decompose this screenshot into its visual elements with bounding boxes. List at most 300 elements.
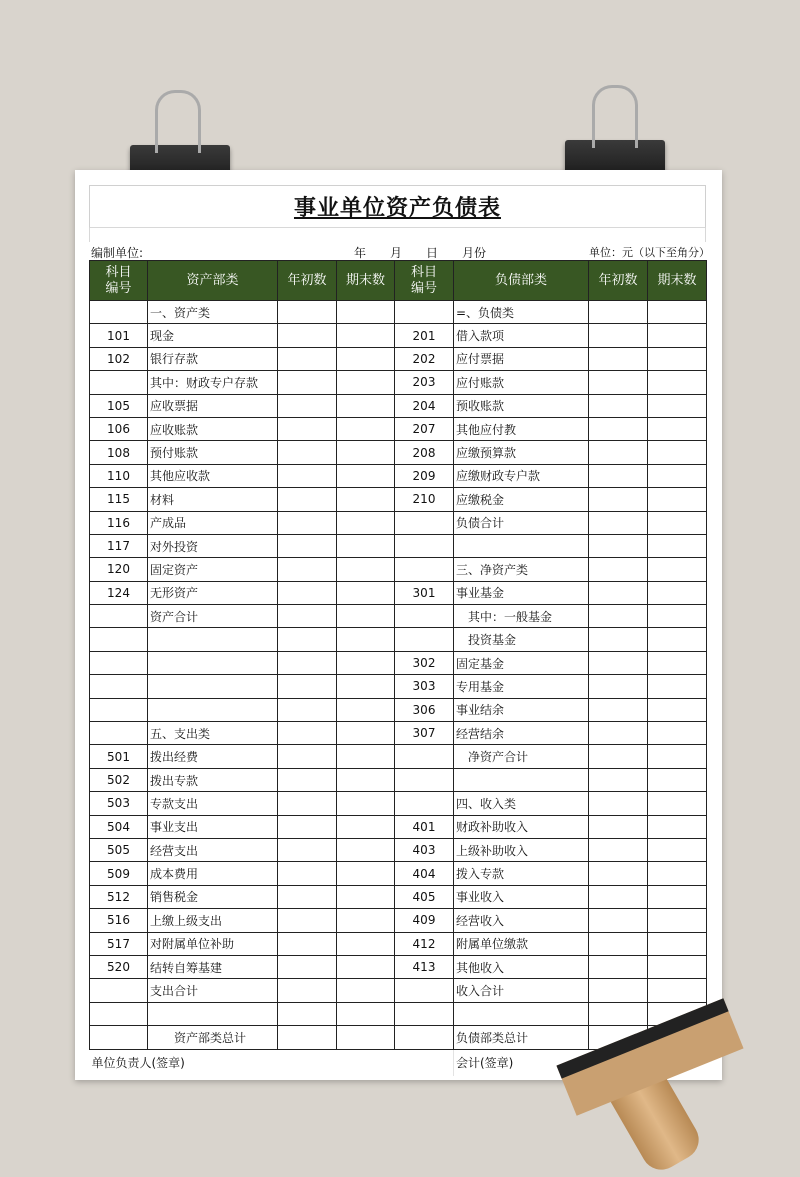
asset-code-cell[interactable] bbox=[90, 722, 148, 745]
liability-item-cell[interactable]: 经营结余 bbox=[454, 722, 589, 745]
liability-end-cell[interactable] bbox=[648, 558, 707, 581]
asset-item-cell[interactable]: 资产部类总计 bbox=[148, 1026, 278, 1049]
asset-item-cell[interactable]: 其他应收款 bbox=[148, 464, 278, 487]
asset-end-cell[interactable] bbox=[337, 885, 395, 908]
clip-wire-right bbox=[592, 85, 638, 148]
asset-item-cell[interactable]: 其中：财政专户存款 bbox=[148, 371, 278, 394]
asset-item-cell[interactable]: 材料 bbox=[148, 488, 278, 511]
asset-end-cell[interactable] bbox=[337, 464, 395, 487]
liability-begin-cell[interactable] bbox=[589, 909, 648, 932]
liability-end-cell[interactable] bbox=[648, 441, 707, 464]
liability-begin-cell[interactable] bbox=[589, 628, 648, 651]
currency-label: 单位：元（以下至角分） bbox=[589, 246, 710, 259]
asset-end-cell[interactable] bbox=[337, 979, 395, 1002]
table-row bbox=[90, 534, 707, 557]
title-row bbox=[89, 185, 706, 228]
asset-code-cell[interactable]: 117 bbox=[90, 534, 148, 557]
asset-end-cell[interactable] bbox=[337, 675, 395, 698]
asset-end-cell[interactable] bbox=[337, 581, 395, 604]
table-row bbox=[90, 511, 707, 534]
asset-item-cell[interactable]: 事业支出 bbox=[148, 815, 278, 838]
liability-end-cell[interactable] bbox=[648, 605, 707, 628]
liability-end-cell[interactable] bbox=[648, 955, 707, 978]
liability-end-cell[interactable] bbox=[648, 651, 707, 674]
asset-code-cell[interactable] bbox=[90, 371, 148, 394]
asset-code-cell[interactable]: 505 bbox=[90, 838, 148, 861]
asset-item-cell[interactable]: 无形资产 bbox=[148, 581, 278, 604]
liability-code-cell[interactable] bbox=[395, 1026, 454, 1049]
table-row bbox=[90, 768, 707, 791]
liability-end-cell[interactable] bbox=[648, 932, 707, 955]
asset-begin-cell[interactable] bbox=[278, 1026, 337, 1049]
liability-begin-cell[interactable] bbox=[589, 581, 648, 604]
liability-begin-cell[interactable] bbox=[589, 862, 648, 885]
asset-end-cell[interactable] bbox=[337, 628, 395, 651]
asset-end-cell[interactable] bbox=[337, 955, 395, 978]
liability-begin-cell[interactable] bbox=[589, 675, 648, 698]
table-row bbox=[90, 838, 707, 861]
asset-begin-cell[interactable] bbox=[278, 605, 337, 628]
asset-item-cell[interactable]: 成本费用 bbox=[148, 862, 278, 885]
liability-code-cell[interactable] bbox=[395, 301, 454, 324]
liability-begin-cell[interactable] bbox=[589, 745, 648, 768]
asset-code-cell[interactable] bbox=[90, 628, 148, 651]
liability-item-cell[interactable]: 净资产合计 bbox=[454, 745, 589, 768]
asset-end-cell[interactable] bbox=[337, 394, 395, 417]
asset-code-cell[interactable]: 520 bbox=[90, 955, 148, 978]
liability-item-cell[interactable]: 投资基金 bbox=[454, 628, 589, 651]
liability-end-cell[interactable] bbox=[648, 979, 707, 1002]
liability-code-cell[interactable] bbox=[395, 534, 454, 557]
asset-begin-cell[interactable] bbox=[278, 955, 337, 978]
liability-end-cell[interactable] bbox=[648, 347, 707, 370]
liability-end-cell[interactable] bbox=[648, 815, 707, 838]
asset-item-cell[interactable]: 拨出经费 bbox=[148, 745, 278, 768]
asset-begin-cell[interactable] bbox=[278, 511, 337, 534]
asset-code-cell[interactable] bbox=[90, 698, 148, 721]
liability-code-cell[interactable]: 403 bbox=[395, 838, 454, 861]
asset-begin-cell[interactable] bbox=[278, 862, 337, 885]
table-row bbox=[90, 1002, 707, 1025]
asset-code-cell[interactable]: 105 bbox=[90, 394, 148, 417]
liability-item-cell[interactable]: 固定基金 bbox=[454, 651, 589, 674]
column-header: 负债部类 bbox=[454, 261, 589, 301]
liability-code-cell[interactable]: 307 bbox=[395, 722, 454, 745]
table-row bbox=[90, 488, 707, 511]
table-row bbox=[90, 698, 707, 721]
liability-end-cell[interactable] bbox=[648, 909, 707, 932]
liability-begin-cell[interactable] bbox=[589, 768, 648, 791]
liability-code-cell[interactable]: 401 bbox=[395, 815, 454, 838]
liability-end-cell[interactable] bbox=[648, 768, 707, 791]
asset-item-cell[interactable]: 销售税金 bbox=[148, 885, 278, 908]
table-row bbox=[90, 394, 707, 417]
asset-begin-cell[interactable] bbox=[278, 488, 337, 511]
asset-end-cell[interactable] bbox=[337, 722, 395, 745]
liability-begin-cell[interactable] bbox=[589, 534, 648, 557]
liability-end-cell[interactable] bbox=[648, 792, 707, 815]
liability-end-cell[interactable] bbox=[648, 371, 707, 394]
liability-code-cell[interactable] bbox=[395, 792, 454, 815]
asset-code-cell[interactable] bbox=[90, 1026, 148, 1049]
asset-code-cell[interactable] bbox=[90, 979, 148, 1002]
asset-begin-cell[interactable] bbox=[278, 301, 337, 324]
asset-code-cell[interactable]: 116 bbox=[90, 511, 148, 534]
liability-begin-cell[interactable] bbox=[589, 605, 648, 628]
asset-code-cell[interactable]: 512 bbox=[90, 885, 148, 908]
liability-end-cell[interactable] bbox=[648, 417, 707, 440]
asset-end-cell[interactable] bbox=[337, 792, 395, 815]
table-row bbox=[90, 417, 707, 440]
asset-item-cell[interactable]: 五、支出类 bbox=[148, 722, 278, 745]
table-row bbox=[90, 932, 707, 955]
unit-label: 编制单位: bbox=[91, 246, 144, 260]
asset-item-cell[interactable]: 应收票据 bbox=[148, 394, 278, 417]
liability-item-cell[interactable]: 经营收入 bbox=[454, 909, 589, 932]
liability-item-cell[interactable]: 事业收入 bbox=[454, 885, 589, 908]
asset-begin-cell[interactable] bbox=[278, 417, 337, 440]
asset-end-cell[interactable] bbox=[337, 534, 395, 557]
asset-begin-cell[interactable] bbox=[278, 371, 337, 394]
asset-code-cell[interactable]: 504 bbox=[90, 815, 148, 838]
liability-item-cell[interactable]: 借入款项 bbox=[454, 324, 589, 347]
asset-code-cell[interactable] bbox=[90, 675, 148, 698]
liability-code-cell[interactable]: 405 bbox=[395, 885, 454, 908]
asset-code-cell[interactable]: 102 bbox=[90, 347, 148, 370]
liability-code-cell[interactable] bbox=[395, 628, 454, 651]
liability-end-cell[interactable] bbox=[648, 675, 707, 698]
asset-end-cell[interactable] bbox=[337, 324, 395, 347]
asset-begin-cell[interactable] bbox=[278, 979, 337, 1002]
liability-code-cell[interactable]: 208 bbox=[395, 441, 454, 464]
asset-code-cell[interactable]: 120 bbox=[90, 558, 148, 581]
liability-item-cell[interactable]: 附属单位缴款 bbox=[454, 932, 589, 955]
liability-end-cell[interactable] bbox=[648, 628, 707, 651]
table-row bbox=[90, 301, 707, 324]
liability-code-cell[interactable] bbox=[395, 979, 454, 1002]
asset-item-cell[interactable]: 支出合计 bbox=[148, 979, 278, 1002]
table-row bbox=[90, 815, 707, 838]
table-row bbox=[90, 885, 707, 908]
asset-item-cell[interactable]: 专款支出 bbox=[148, 792, 278, 815]
asset-end-cell[interactable] bbox=[337, 301, 395, 324]
table-row bbox=[90, 441, 707, 464]
table-row bbox=[90, 745, 707, 768]
asset-item-cell[interactable] bbox=[148, 628, 278, 651]
liability-item-cell[interactable]: 其他收入 bbox=[454, 955, 589, 978]
liability-item-cell[interactable]: 事业基金 bbox=[454, 581, 589, 604]
asset-begin-cell[interactable] bbox=[278, 394, 337, 417]
asset-item-cell[interactable]: 预付账款 bbox=[148, 441, 278, 464]
asset-begin-cell[interactable] bbox=[278, 815, 337, 838]
asset-end-cell[interactable] bbox=[337, 909, 395, 932]
page-title: 事业单位资产负债表 bbox=[293, 196, 501, 221]
asset-begin-cell[interactable] bbox=[278, 698, 337, 721]
liability-begin-cell[interactable] bbox=[589, 651, 648, 674]
liability-item-cell[interactable]: =、负债类 bbox=[454, 301, 589, 324]
liability-code-cell[interactable]: 413 bbox=[395, 955, 454, 978]
liability-end-cell[interactable] bbox=[648, 394, 707, 417]
liability-begin-cell[interactable] bbox=[589, 558, 648, 581]
asset-code-cell[interactable]: 502 bbox=[90, 768, 148, 791]
asset-code-cell[interactable]: 509 bbox=[90, 862, 148, 885]
liability-end-cell[interactable] bbox=[648, 324, 707, 347]
asset-begin-cell[interactable] bbox=[278, 768, 337, 791]
asset-begin-cell[interactable] bbox=[278, 628, 337, 651]
liability-item-cell[interactable]: 其他应付教 bbox=[454, 417, 589, 440]
liability-item-cell[interactable]: 财政补助收入 bbox=[454, 815, 589, 838]
table-row bbox=[90, 464, 707, 487]
asset-end-cell[interactable] bbox=[337, 838, 395, 861]
liability-begin-cell[interactable] bbox=[589, 955, 648, 978]
liability-begin-cell[interactable] bbox=[589, 885, 648, 908]
table-row bbox=[90, 862, 707, 885]
clip-wire-left bbox=[155, 90, 201, 153]
liability-code-cell[interactable] bbox=[395, 511, 454, 534]
accountant-signature: 会计(签章) bbox=[454, 1049, 707, 1076]
liability-item-cell[interactable]: 应缴财政专户款 bbox=[454, 464, 589, 487]
liability-begin-cell[interactable] bbox=[589, 722, 648, 745]
liability-begin-cell[interactable] bbox=[589, 441, 648, 464]
liability-end-cell[interactable] bbox=[648, 488, 707, 511]
asset-begin-cell[interactable] bbox=[278, 464, 337, 487]
asset-begin-cell[interactable] bbox=[278, 441, 337, 464]
asset-item-cell[interactable]: 上缴上级支出 bbox=[148, 909, 278, 932]
liability-end-cell[interactable] bbox=[648, 301, 707, 324]
asset-begin-cell[interactable] bbox=[278, 558, 337, 581]
liability-end-cell[interactable] bbox=[648, 464, 707, 487]
liability-code-cell[interactable]: 209 bbox=[395, 464, 454, 487]
asset-end-cell[interactable] bbox=[337, 651, 395, 674]
asset-item-cell[interactable]: 结转自筹基建 bbox=[148, 955, 278, 978]
liability-item-cell[interactable]: 拨入专款 bbox=[454, 862, 589, 885]
liability-code-cell[interactable] bbox=[395, 745, 454, 768]
liability-code-cell[interactable]: 210 bbox=[395, 488, 454, 511]
liability-end-cell[interactable] bbox=[648, 745, 707, 768]
liability-begin-cell[interactable] bbox=[589, 979, 648, 1002]
liability-item-cell[interactable]: 四、收入类 bbox=[454, 792, 589, 815]
liability-begin-cell[interactable] bbox=[589, 347, 648, 370]
table-row bbox=[90, 347, 707, 370]
table-row bbox=[90, 722, 707, 745]
liability-begin-cell[interactable] bbox=[589, 698, 648, 721]
liability-begin-cell[interactable] bbox=[589, 464, 648, 487]
liability-begin-cell[interactable] bbox=[589, 417, 648, 440]
column-header: 期末数 bbox=[648, 261, 707, 301]
table-row bbox=[90, 651, 707, 674]
liability-item-cell[interactable]: 其中：一般基金 bbox=[454, 605, 589, 628]
liability-item-cell[interactable] bbox=[454, 534, 589, 557]
asset-code-cell[interactable]: 106 bbox=[90, 417, 148, 440]
asset-item-cell[interactable]: 对外投资 bbox=[148, 534, 278, 557]
asset-code-cell[interactable]: 516 bbox=[90, 909, 148, 932]
asset-begin-cell[interactable] bbox=[278, 675, 337, 698]
asset-code-cell[interactable]: 108 bbox=[90, 441, 148, 464]
table-row bbox=[90, 324, 707, 347]
liability-code-cell[interactable] bbox=[395, 768, 454, 791]
asset-begin-cell[interactable] bbox=[278, 347, 337, 370]
table-row bbox=[90, 628, 707, 651]
liability-begin-cell[interactable] bbox=[589, 324, 648, 347]
liability-code-cell[interactable] bbox=[395, 605, 454, 628]
liability-end-cell[interactable] bbox=[648, 885, 707, 908]
asset-end-cell[interactable] bbox=[337, 698, 395, 721]
asset-item-cell[interactable] bbox=[148, 698, 278, 721]
balance-table bbox=[89, 260, 707, 1076]
asset-end-cell[interactable] bbox=[337, 441, 395, 464]
liability-item-cell[interactable]: 上级补助收入 bbox=[454, 838, 589, 861]
asset-code-cell[interactable] bbox=[90, 1002, 148, 1025]
liability-item-cell[interactable]: 应缴税金 bbox=[454, 488, 589, 511]
asset-begin-cell[interactable] bbox=[278, 581, 337, 604]
liability-item-cell[interactable]: 收入合计 bbox=[454, 979, 589, 1002]
liability-begin-cell[interactable] bbox=[589, 511, 648, 534]
liability-end-cell[interactable] bbox=[648, 838, 707, 861]
liability-begin-cell[interactable] bbox=[589, 488, 648, 511]
liability-end-cell[interactable] bbox=[648, 698, 707, 721]
asset-code-cell[interactable]: 124 bbox=[90, 581, 148, 604]
liability-item-cell[interactable]: 事业结余 bbox=[454, 698, 589, 721]
table-row bbox=[90, 371, 707, 394]
liability-code-cell[interactable]: 204 bbox=[395, 394, 454, 417]
asset-code-cell[interactable]: 101 bbox=[90, 324, 148, 347]
asset-code-cell[interactable]: 503 bbox=[90, 792, 148, 815]
liability-begin-cell[interactable] bbox=[589, 792, 648, 815]
asset-item-cell[interactable] bbox=[148, 675, 278, 698]
asset-begin-cell[interactable] bbox=[278, 885, 337, 908]
asset-end-cell[interactable] bbox=[337, 1026, 395, 1049]
info-row bbox=[89, 242, 710, 260]
asset-item-cell[interactable]: 应收账款 bbox=[148, 417, 278, 440]
asset-end-cell[interactable] bbox=[337, 932, 395, 955]
liability-end-cell[interactable] bbox=[648, 534, 707, 557]
asset-end-cell[interactable] bbox=[337, 815, 395, 838]
asset-begin-cell[interactable] bbox=[278, 651, 337, 674]
liability-code-cell[interactable]: 409 bbox=[395, 909, 454, 932]
asset-item-cell[interactable] bbox=[148, 651, 278, 674]
blank-row bbox=[89, 228, 706, 242]
asset-begin-cell[interactable] bbox=[278, 909, 337, 932]
column-header: 期末数 bbox=[337, 261, 395, 301]
liability-item-cell[interactable] bbox=[454, 768, 589, 791]
liability-begin-cell[interactable] bbox=[589, 932, 648, 955]
liability-end-cell[interactable] bbox=[648, 862, 707, 885]
liability-item-cell[interactable]: 应付票据 bbox=[454, 347, 589, 370]
liability-code-cell[interactable] bbox=[395, 1002, 454, 1025]
asset-item-cell[interactable]: 现金 bbox=[148, 324, 278, 347]
paper-sheet bbox=[75, 170, 722, 1080]
liability-code-cell[interactable]: 203 bbox=[395, 371, 454, 394]
asset-end-cell[interactable] bbox=[337, 862, 395, 885]
asset-end-cell[interactable] bbox=[337, 371, 395, 394]
liability-code-cell[interactable] bbox=[395, 558, 454, 581]
asset-code-cell[interactable] bbox=[90, 301, 148, 324]
liability-code-cell[interactable]: 404 bbox=[395, 862, 454, 885]
asset-end-cell[interactable] bbox=[337, 745, 395, 768]
liability-code-cell[interactable]: 301 bbox=[395, 581, 454, 604]
table-row bbox=[90, 605, 707, 628]
date-label: 年 月 日 月份 bbox=[354, 246, 487, 260]
asset-code-cell[interactable]: 517 bbox=[90, 932, 148, 955]
liability-begin-cell[interactable] bbox=[589, 815, 648, 838]
asset-item-cell[interactable] bbox=[148, 1002, 278, 1025]
asset-end-cell[interactable] bbox=[337, 417, 395, 440]
asset-item-cell[interactable]: 银行存款 bbox=[148, 347, 278, 370]
table-row bbox=[90, 558, 707, 581]
asset-end-cell[interactable] bbox=[337, 347, 395, 370]
liability-item-cell[interactable]: 负债合计 bbox=[454, 511, 589, 534]
column-header: 年初数 bbox=[278, 261, 337, 301]
asset-code-cell[interactable] bbox=[90, 651, 148, 674]
liability-code-cell[interactable]: 302 bbox=[395, 651, 454, 674]
liability-begin-cell[interactable] bbox=[589, 394, 648, 417]
liability-code-cell[interactable]: 303 bbox=[395, 675, 454, 698]
asset-item-cell[interactable]: 产成品 bbox=[148, 511, 278, 534]
asset-code-cell[interactable]: 501 bbox=[90, 745, 148, 768]
liability-begin-cell[interactable] bbox=[589, 301, 648, 324]
asset-begin-cell[interactable] bbox=[278, 534, 337, 557]
asset-item-cell[interactable]: 对附属单位补助 bbox=[148, 932, 278, 955]
table-row bbox=[90, 955, 707, 978]
liability-item-cell[interactable]: 三、净资产类 bbox=[454, 558, 589, 581]
asset-end-cell[interactable] bbox=[337, 488, 395, 511]
asset-end-cell[interactable] bbox=[337, 768, 395, 791]
liability-end-cell[interactable] bbox=[648, 581, 707, 604]
asset-end-cell[interactable] bbox=[337, 511, 395, 534]
liability-code-cell[interactable]: 306 bbox=[395, 698, 454, 721]
liability-item-cell[interactable]: 应缴预算款 bbox=[454, 441, 589, 464]
asset-begin-cell[interactable] bbox=[278, 932, 337, 955]
asset-begin-cell[interactable] bbox=[278, 324, 337, 347]
liability-code-cell[interactable]: 412 bbox=[395, 932, 454, 955]
asset-end-cell[interactable] bbox=[337, 605, 395, 628]
asset-begin-cell[interactable] bbox=[278, 745, 337, 768]
liability-item-cell[interactable]: 预收账款 bbox=[454, 394, 589, 417]
column-header: 资产部类 bbox=[148, 261, 278, 301]
liability-code-cell[interactable]: 201 bbox=[395, 324, 454, 347]
table-row bbox=[90, 792, 707, 815]
asset-begin-cell[interactable] bbox=[278, 1002, 337, 1025]
asset-begin-cell[interactable] bbox=[278, 722, 337, 745]
asset-item-cell[interactable]: 资产合计 bbox=[148, 605, 278, 628]
column-header: 年初数 bbox=[589, 261, 648, 301]
asset-begin-cell[interactable] bbox=[278, 838, 337, 861]
liability-begin-cell[interactable] bbox=[589, 1002, 648, 1025]
liability-end-cell[interactable] bbox=[648, 511, 707, 534]
liability-end-cell[interactable] bbox=[648, 722, 707, 745]
liability-item-cell[interactable]: 专用基金 bbox=[454, 675, 589, 698]
liability-code-cell[interactable]: 202 bbox=[395, 347, 454, 370]
asset-item-cell[interactable]: 固定资产 bbox=[148, 558, 278, 581]
asset-item-cell[interactable]: 经营支出 bbox=[148, 838, 278, 861]
asset-code-cell[interactable]: 115 bbox=[90, 488, 148, 511]
asset-item-cell[interactable]: 拨出专款 bbox=[148, 768, 278, 791]
asset-begin-cell[interactable] bbox=[278, 792, 337, 815]
liability-item-cell[interactable] bbox=[454, 1002, 589, 1025]
asset-code-cell[interactable]: 110 bbox=[90, 464, 148, 487]
liability-item-cell[interactable]: 负债部类总计 bbox=[454, 1026, 589, 1049]
liability-begin-cell[interactable] bbox=[589, 371, 648, 394]
liability-item-cell[interactable]: 应付账款 bbox=[454, 371, 589, 394]
liability-code-cell[interactable]: 207 bbox=[395, 417, 454, 440]
asset-item-cell[interactable]: 一、资产类 bbox=[148, 301, 278, 324]
asset-end-cell[interactable] bbox=[337, 558, 395, 581]
asset-end-cell[interactable] bbox=[337, 1002, 395, 1025]
liability-begin-cell[interactable] bbox=[589, 838, 648, 861]
header-row bbox=[90, 261, 707, 301]
column-header: 科目编号 bbox=[90, 261, 148, 301]
asset-code-cell[interactable] bbox=[90, 605, 148, 628]
